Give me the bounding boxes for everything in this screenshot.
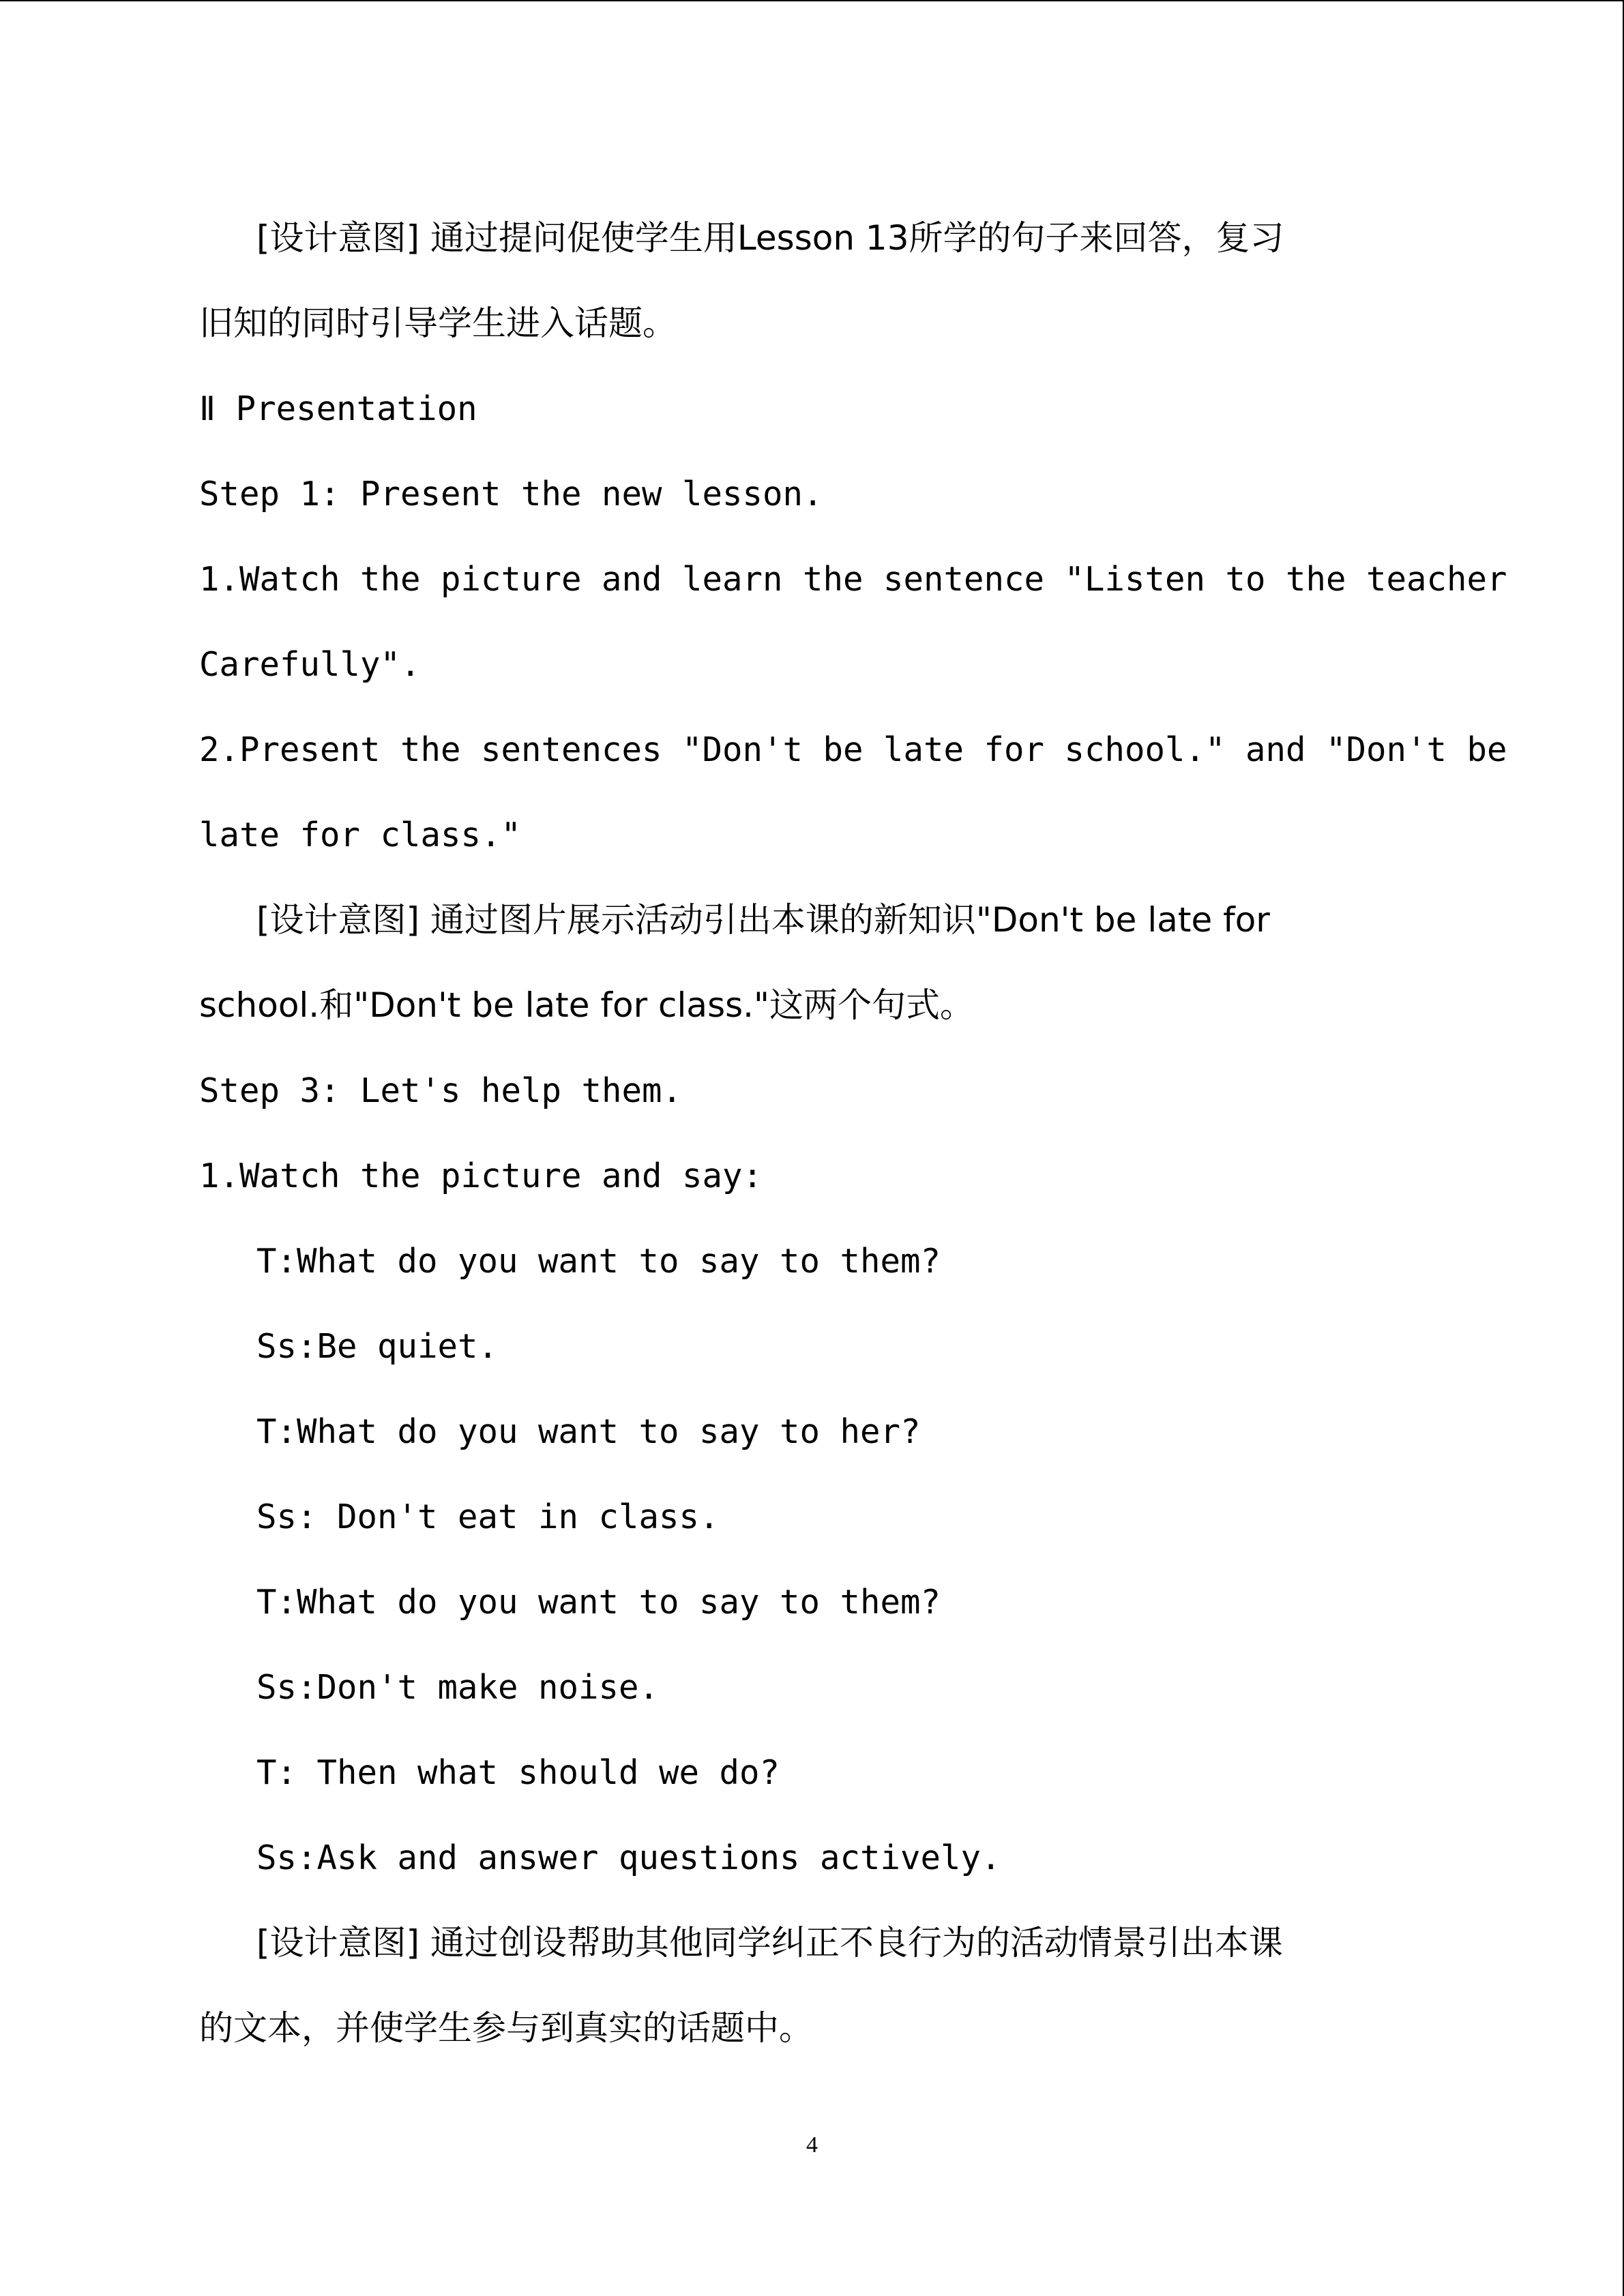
dialogue-line: Ss:Be quiet. [256, 1327, 499, 1366]
dialogue-line: T:What do you want to say to them? [256, 1242, 941, 1281]
dialogue-line: Ss: Don't eat in class. [256, 1497, 720, 1536]
page-number: 4 [806, 2132, 818, 2158]
dialogue-line: Ss:Don't make noise. [256, 1668, 660, 1707]
step-3-item-1: 1.Watch the picture and say: [199, 1157, 763, 1195]
section-heading-presentation: Ⅱ Presentation [199, 389, 477, 428]
design-intent-paragraph-2-line-2: school.和"Don't be late for class."这两个句式。 [199, 985, 975, 1025]
design-intent-paragraph-1-line-2: 旧知的同时引导学生进入话题。 [199, 303, 677, 343]
dialogue-line: Ss:Ask and answer questions actively. [256, 1838, 1001, 1877]
design-intent-paragraph-1-line-1: [设计意图] 通过提问促使学生用Lesson 13所学的句子来回答，复习 [256, 218, 1284, 258]
dialogue-line: T: Then what should we do? [256, 1753, 780, 1792]
dialogue-line: T:What do you want to say to her? [256, 1412, 921, 1451]
design-intent-paragraph-3-line-1: [设计意图] 通过创设帮助其他同学纠正不良行为的活动情景引出本课 [256, 1923, 1283, 1963]
step-1-item-1-line-2: Carefully". [199, 645, 421, 684]
design-intent-paragraph-2-line-1: [设计意图] 通过图片展示活动引出本课的新知识"Don't be late for [256, 900, 1270, 940]
step-1-item-1-line-1: 1.Watch the picture and learn the sentence "Listen to the teacher [199, 560, 1507, 599]
step-1-heading: Step 1: Present the new lesson. [199, 475, 823, 513]
dialogue-line: T:What do you want to say to them? [256, 1583, 941, 1622]
step-1-item-2-line-1: 2.Present the sentences "Don't be late for school." and "Don't be [199, 730, 1507, 769]
design-intent-paragraph-3-line-2: 的文本，并使学生参与到真实的话题中。 [199, 2008, 813, 2048]
step-1-item-2-line-2: late for class." [199, 816, 522, 854]
page-content [199, 196, 1507, 2071]
step-3-heading: Step 3: Let's help them. [199, 1071, 683, 1110]
